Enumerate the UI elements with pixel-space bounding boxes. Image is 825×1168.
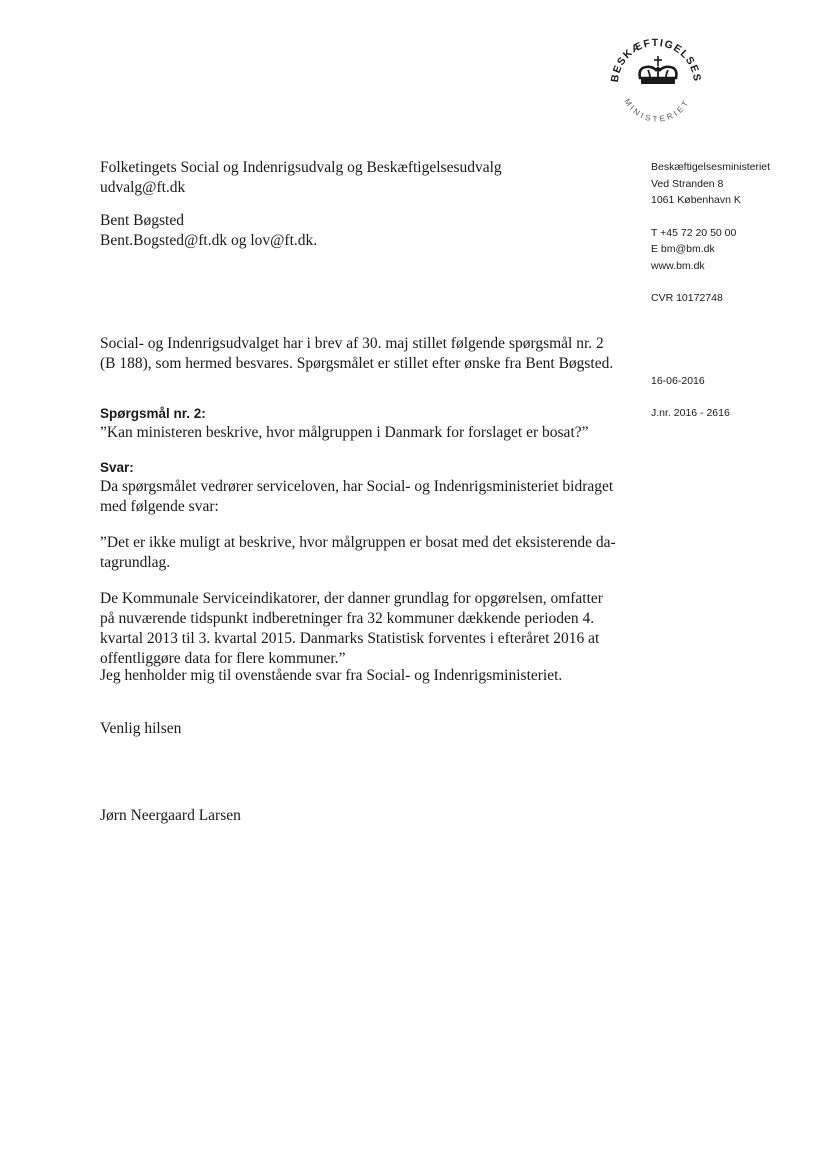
answer-line: med følgende svar: <box>100 498 219 515</box>
answer-line: offentliggøre data for flere kommuner.” <box>100 650 346 667</box>
contact-name: Bent Bøgsted <box>100 212 184 229</box>
greeting-text: Venlig hilsen <box>100 720 182 737</box>
answer-line: tagrundlag. <box>100 554 171 571</box>
sender-city: 1061 København K <box>651 194 741 206</box>
intro-line: (B 188), som hermed besvares. Spørgsmålet er stillet efter ønske fra Bent Bøgsted. <box>100 355 614 372</box>
sender-block <box>651 159 770 307</box>
answer-line: De Kommunale Serviceindikatorer, der danner grundlag for opgørelsen, omfatter <box>100 590 603 607</box>
committee-email: udvalg@ft.dk <box>100 179 186 196</box>
intro-line: Social- og Indenrigsudvalget har i brev af 30. maj stillet følgende spørgsmål nr. 2 <box>100 335 604 352</box>
letter-date: 16-06-2016 <box>651 375 705 387</box>
recipient-block <box>100 158 502 251</box>
greeting <box>100 719 181 739</box>
question-text: ”Kan ministeren beskrive, hvor målgruppen i Danmark for forslaget er bosat?” <box>100 424 589 441</box>
journal-number: J.nr. 2016 - 2616 <box>651 407 730 419</box>
signature <box>100 806 241 826</box>
signatory-name: Jørn Neergaard Larsen <box>100 807 241 824</box>
ministry-logo <box>600 22 712 134</box>
question-section <box>100 405 589 443</box>
answer-section <box>100 459 616 669</box>
svg-text:MINISTERIET: MINISTERIET <box>622 97 692 124</box>
closing-text: Jeg henholder mig til ovenstående svar fra Social- og Indenrigsministeriet. <box>100 667 563 684</box>
letter-meta <box>651 373 730 421</box>
answer-line: på nuværende tidspunkt indberetninger fra 32 kommuner dækkende perioden 4. <box>100 610 595 627</box>
sender-cvr: CVR 10172748 <box>651 292 723 304</box>
question-heading: Spørgsmål nr. 2: <box>100 406 206 421</box>
answer-line: Da spørgsmålet vedrører serviceloven, har Social- og Indenrigsministeriet bidraget <box>100 478 614 495</box>
sender-name: Beskæftigelsesministeriet <box>651 161 771 173</box>
closing-paragraph <box>100 666 562 686</box>
sender-email: E bm@bm.dk <box>651 243 715 255</box>
sender-street: Ved Stranden 8 <box>651 177 724 190</box>
svg-text:BESKÆFTIGELSES: BESKÆFTIGELSES <box>608 36 704 84</box>
answer-line: kvartal 2013 til 3. kvartal 2015. Danmarks Statistisk forventes i efteråret 2016 at <box>100 630 600 647</box>
answer-heading: Svar: <box>100 460 134 475</box>
crown-icon <box>640 56 677 84</box>
committee-name: Folketingets Social og Indenrigsudvalg og Beskæftigelsesudvalg <box>100 159 502 176</box>
intro-paragraph <box>100 334 613 374</box>
sender-phone: T +45 72 20 50 00 <box>651 226 737 239</box>
contact-email: Bent.Bogsted@ft.dk og lov@ft.dk. <box>100 232 318 249</box>
answer-line: ”Det er ikke muligt at beskrive, hvor målgruppen er bosat med det eksisterende da- <box>100 534 616 551</box>
sender-web: www.bm.dk <box>651 259 705 272</box>
